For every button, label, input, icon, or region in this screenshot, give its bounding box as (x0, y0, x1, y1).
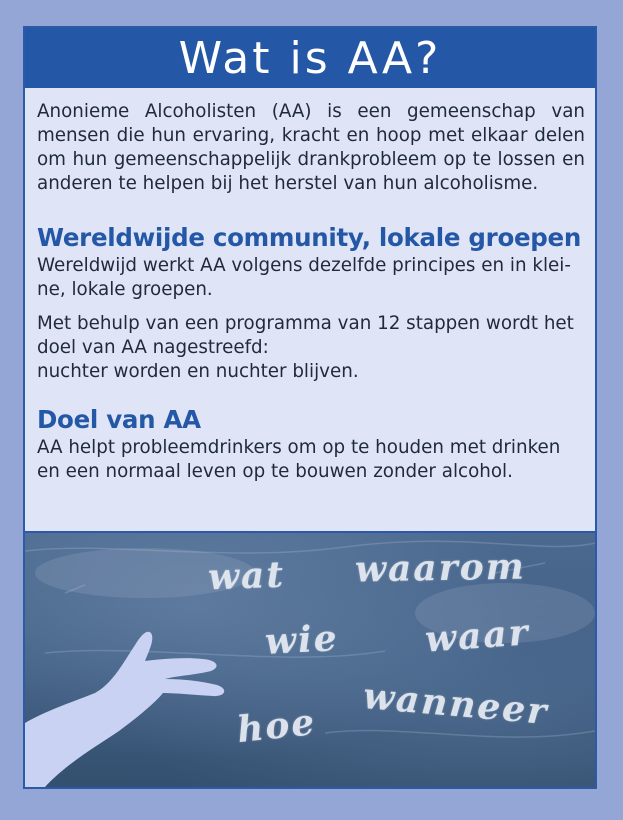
hand-silhouette (25, 632, 224, 787)
chalkboard-image (25, 531, 595, 787)
chalk-word-waarom: waarom (354, 545, 527, 591)
community-paragraph-2: Met behulp van een programma van 12 stappen wordt het doel van AA nagestreefd: nuchter worden en nuchter blijven. (37, 313, 574, 382)
section-heading-community: Wereldwijde community, lokale groepen (37, 223, 581, 252)
intro-paragraph: Anonieme Alcoholisten (AA) is een gemeenschap van mensen die hun ervaring, kracht en hoop met elkaar delen om hun gemeenschappelijk drankprobleem op te lossen en anderen te helpen bij het herstel van hun alcoholisme. (37, 101, 585, 194)
section-heading-goal: Doel van AA (37, 405, 201, 434)
chalk-word-wie: wie (263, 617, 340, 663)
goal-paragraph: AA helpt probleemdrinkers om op te houden met drinken en een normaal leven op te bouwen zonder alcohol. (37, 437, 561, 482)
title-bar (25, 28, 595, 88)
page-title: Wat is AA? (178, 32, 442, 84)
community-paragraph-1: Wereldwijd werkt AA volgens dezelfde principes en in klei- ne, lokale groepen. (37, 255, 571, 300)
chalk-word-wat: wat (207, 553, 286, 599)
content (37, 100, 585, 484)
chalk-word-waar: waar (423, 611, 531, 661)
chalk-word-wanneer: wanneer (361, 674, 550, 734)
info-card (23, 26, 597, 789)
chalk-word-hoe: hoe (235, 700, 319, 752)
